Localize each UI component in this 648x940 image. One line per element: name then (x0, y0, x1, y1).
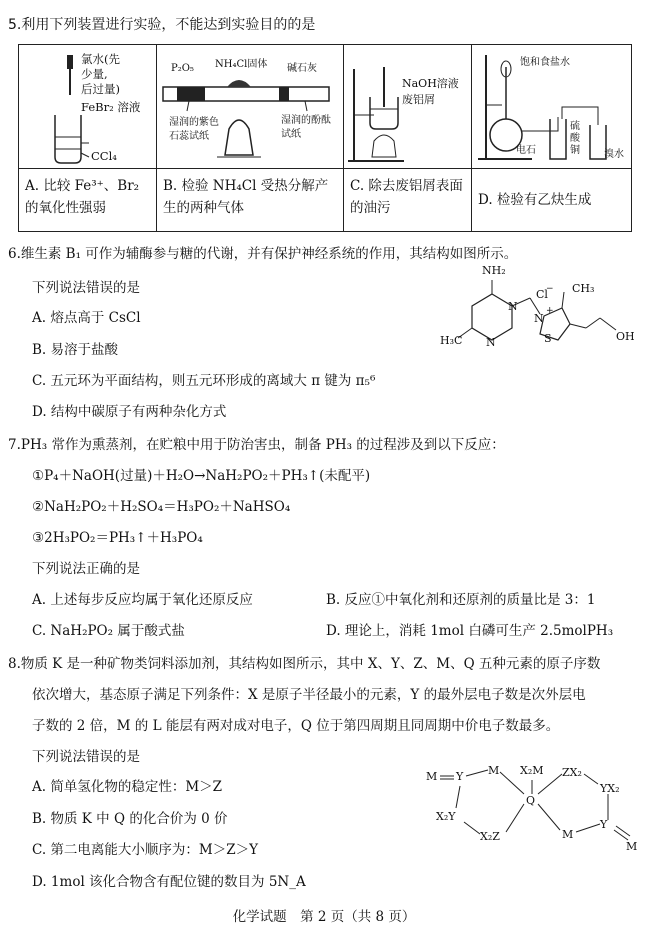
fig-b-label-6: 湿润的酚酞 (281, 115, 331, 126)
q7-option-c: C. NaH₂PO₂ 属于酸式盐 (32, 623, 185, 639)
fig-a-label-3: 后过量) (81, 82, 120, 96)
q8-structure (420, 760, 640, 870)
fig-c-label-2: 废铝屑 (402, 93, 435, 106)
q7-reaction-3: ③2H₃PO₂＝PH₃↑＋H₃PO₄ (32, 530, 203, 546)
fig-a-label-5: CCl₄ (91, 149, 117, 163)
q5-table (18, 44, 632, 232)
label-n2: N (486, 336, 496, 349)
label-ch3-top: CH₃ (572, 282, 595, 295)
q5-option-d: D. 检验有乙炔生成 (472, 169, 632, 232)
q8-option-a: A. 简单氢化物的稳定性：M＞Z (32, 779, 223, 795)
label-cl: Cl (536, 288, 548, 301)
fig-d-label-5: 铜 (570, 145, 580, 156)
fig-a-label-1: 氯水(先 (81, 52, 120, 66)
label-oh: OH (616, 330, 635, 343)
label-nh2: NH₂ (482, 264, 506, 277)
fig-d-label-6: 溴水 (604, 149, 624, 160)
q7-prompt: 下列说法正确的是 (32, 561, 140, 577)
q8-option-b: B. 物质 K 中 Q 的化合价为 0 价 (32, 811, 228, 827)
q8-stem-line-3: 子数的 2 倍，M 的 L 能层有两对成对电子，Q 位于第四周期且同周期中价电子数最多。 (32, 718, 560, 734)
fig-b-label-5: 石蕊试纸 (169, 131, 209, 142)
fig-c-label-1: NaOH溶液 (402, 77, 459, 90)
label-m-double: M (426, 770, 438, 783)
label-m-double-2: M (626, 840, 638, 853)
fig-c (344, 45, 471, 168)
fig-d-label-3: 硫 (570, 121, 580, 132)
label-y2: Y (600, 818, 608, 831)
label-yx2: YX₂ (600, 782, 620, 795)
label-n1: N (508, 300, 518, 313)
label-s: S (544, 332, 552, 345)
q6-prompt: 下列说法错误的是 (32, 280, 140, 296)
q6-option-d: D. 结构中碳原子有两种杂化方式 (32, 404, 227, 420)
q7-option-a: A. 上述每步反应均属于氧化还原反应 (32, 592, 253, 608)
q8-prompt: 下列说法错误的是 (32, 749, 140, 765)
q5-option-a: A. 比较 Fe³⁺、Br₂ 的氧化性强弱 (19, 169, 157, 232)
label-x2z: X₂Z (480, 830, 500, 843)
q6-structure (430, 262, 640, 362)
label-x2y: X₂Y (436, 810, 456, 823)
q8-stem-line-2: 依次增大，基态原子满足下列条件：X 是原子半径最小的元素，Y 的最外层电子数是次外层电 (32, 687, 586, 703)
fig-b-label-2: NH₄Cl固体 (215, 59, 268, 70)
q6-stem: 6.维生素 B₁ 可作为辅酶参与糖的代谢，并有保护神经系统的作用，其结构如图所示。 (8, 246, 518, 262)
fig-b (157, 45, 343, 168)
q7-reaction-2: ②NaH₂PO₂＋H₂SO₄＝H₃PO₂＋NaHSO₄ (32, 499, 291, 515)
fig-b-label-3: 碱石灰 (287, 63, 317, 74)
q5-option-b: B. 检验 NH₄Cl 受热分解产生的两种气体 (157, 169, 344, 232)
label-m1: M (488, 764, 500, 777)
fig-d-label-1: 饱和食盐水 (520, 57, 570, 68)
label-x2m: X₂M (520, 764, 544, 777)
q6-option-b: B. 易溶于盐酸 (32, 342, 119, 358)
label-minus: − (546, 284, 554, 294)
q7-stem: 7.PH₃ 常作为熏蒸剂，在贮粮中用于防治害虫，制备 PH₃ 的过程涉及到以下反应： (8, 437, 505, 453)
label-plus: + (546, 306, 554, 316)
label-m2: M (562, 828, 574, 841)
q8-option-d: D. 1mol 该化合物含有配位键的数目为 5N_A (32, 874, 306, 890)
q8-stem-line-1: 8.物质 K 是一种矿物类饲料添加剂，其结构如图所示，其中 X、Y、Z、M、Q 五种元素的原子序数 (8, 656, 601, 672)
fig-b-label-4: 湿润的紫色 (169, 117, 219, 128)
q6-option-a: A. 熔点高于 CsCl (32, 310, 141, 326)
q5-option-c: C. 除去废铝屑表面的油污 (344, 169, 472, 232)
fig-d-label-4: 酸 (570, 133, 580, 144)
fig-a (19, 45, 156, 168)
label-h3c: H₃C (440, 334, 463, 347)
q7-option-d: D. 理论上，消耗 1mol 白磷可生产 2.5molPH₃ (326, 623, 614, 639)
label-n3: N (534, 312, 544, 325)
page-footer: 化学试题 第 2 页（共 8 页） (232, 909, 416, 925)
label-y1: Y (456, 770, 464, 783)
fig-d (472, 45, 631, 168)
fig-b-label-7: 试纸 (281, 129, 301, 140)
fig-a-label-2: 少量, (81, 67, 108, 81)
q7-option-b: B. 反应①中氧化剂和还原剂的质量比是 3：1 (326, 592, 596, 608)
q7-reaction-1: ①P₄＋NaOH(过量)＋H₂O→NaH₂PO₂＋PH₃↑(未配平) (32, 468, 371, 484)
label-zx2: ZX₂ (562, 766, 582, 779)
fig-d-label-2: 电石 (516, 145, 536, 156)
fig-a-label-4: FeBr₂ 溶液 (81, 100, 141, 114)
fig-b-label-1: P₂O₅ (171, 63, 194, 74)
label-q: Q (526, 794, 536, 807)
q5-stem: 5.利用下列装置进行实验，不能达到实验目的的是 (8, 17, 316, 33)
q6-option-c: C. 五元环为平面结构，则五元环形成的离域大 π 键为 π₅⁶ (32, 373, 376, 389)
q8-option-c: C. 第二电离能大小顺序为：M＞Z＞Y (32, 842, 259, 858)
